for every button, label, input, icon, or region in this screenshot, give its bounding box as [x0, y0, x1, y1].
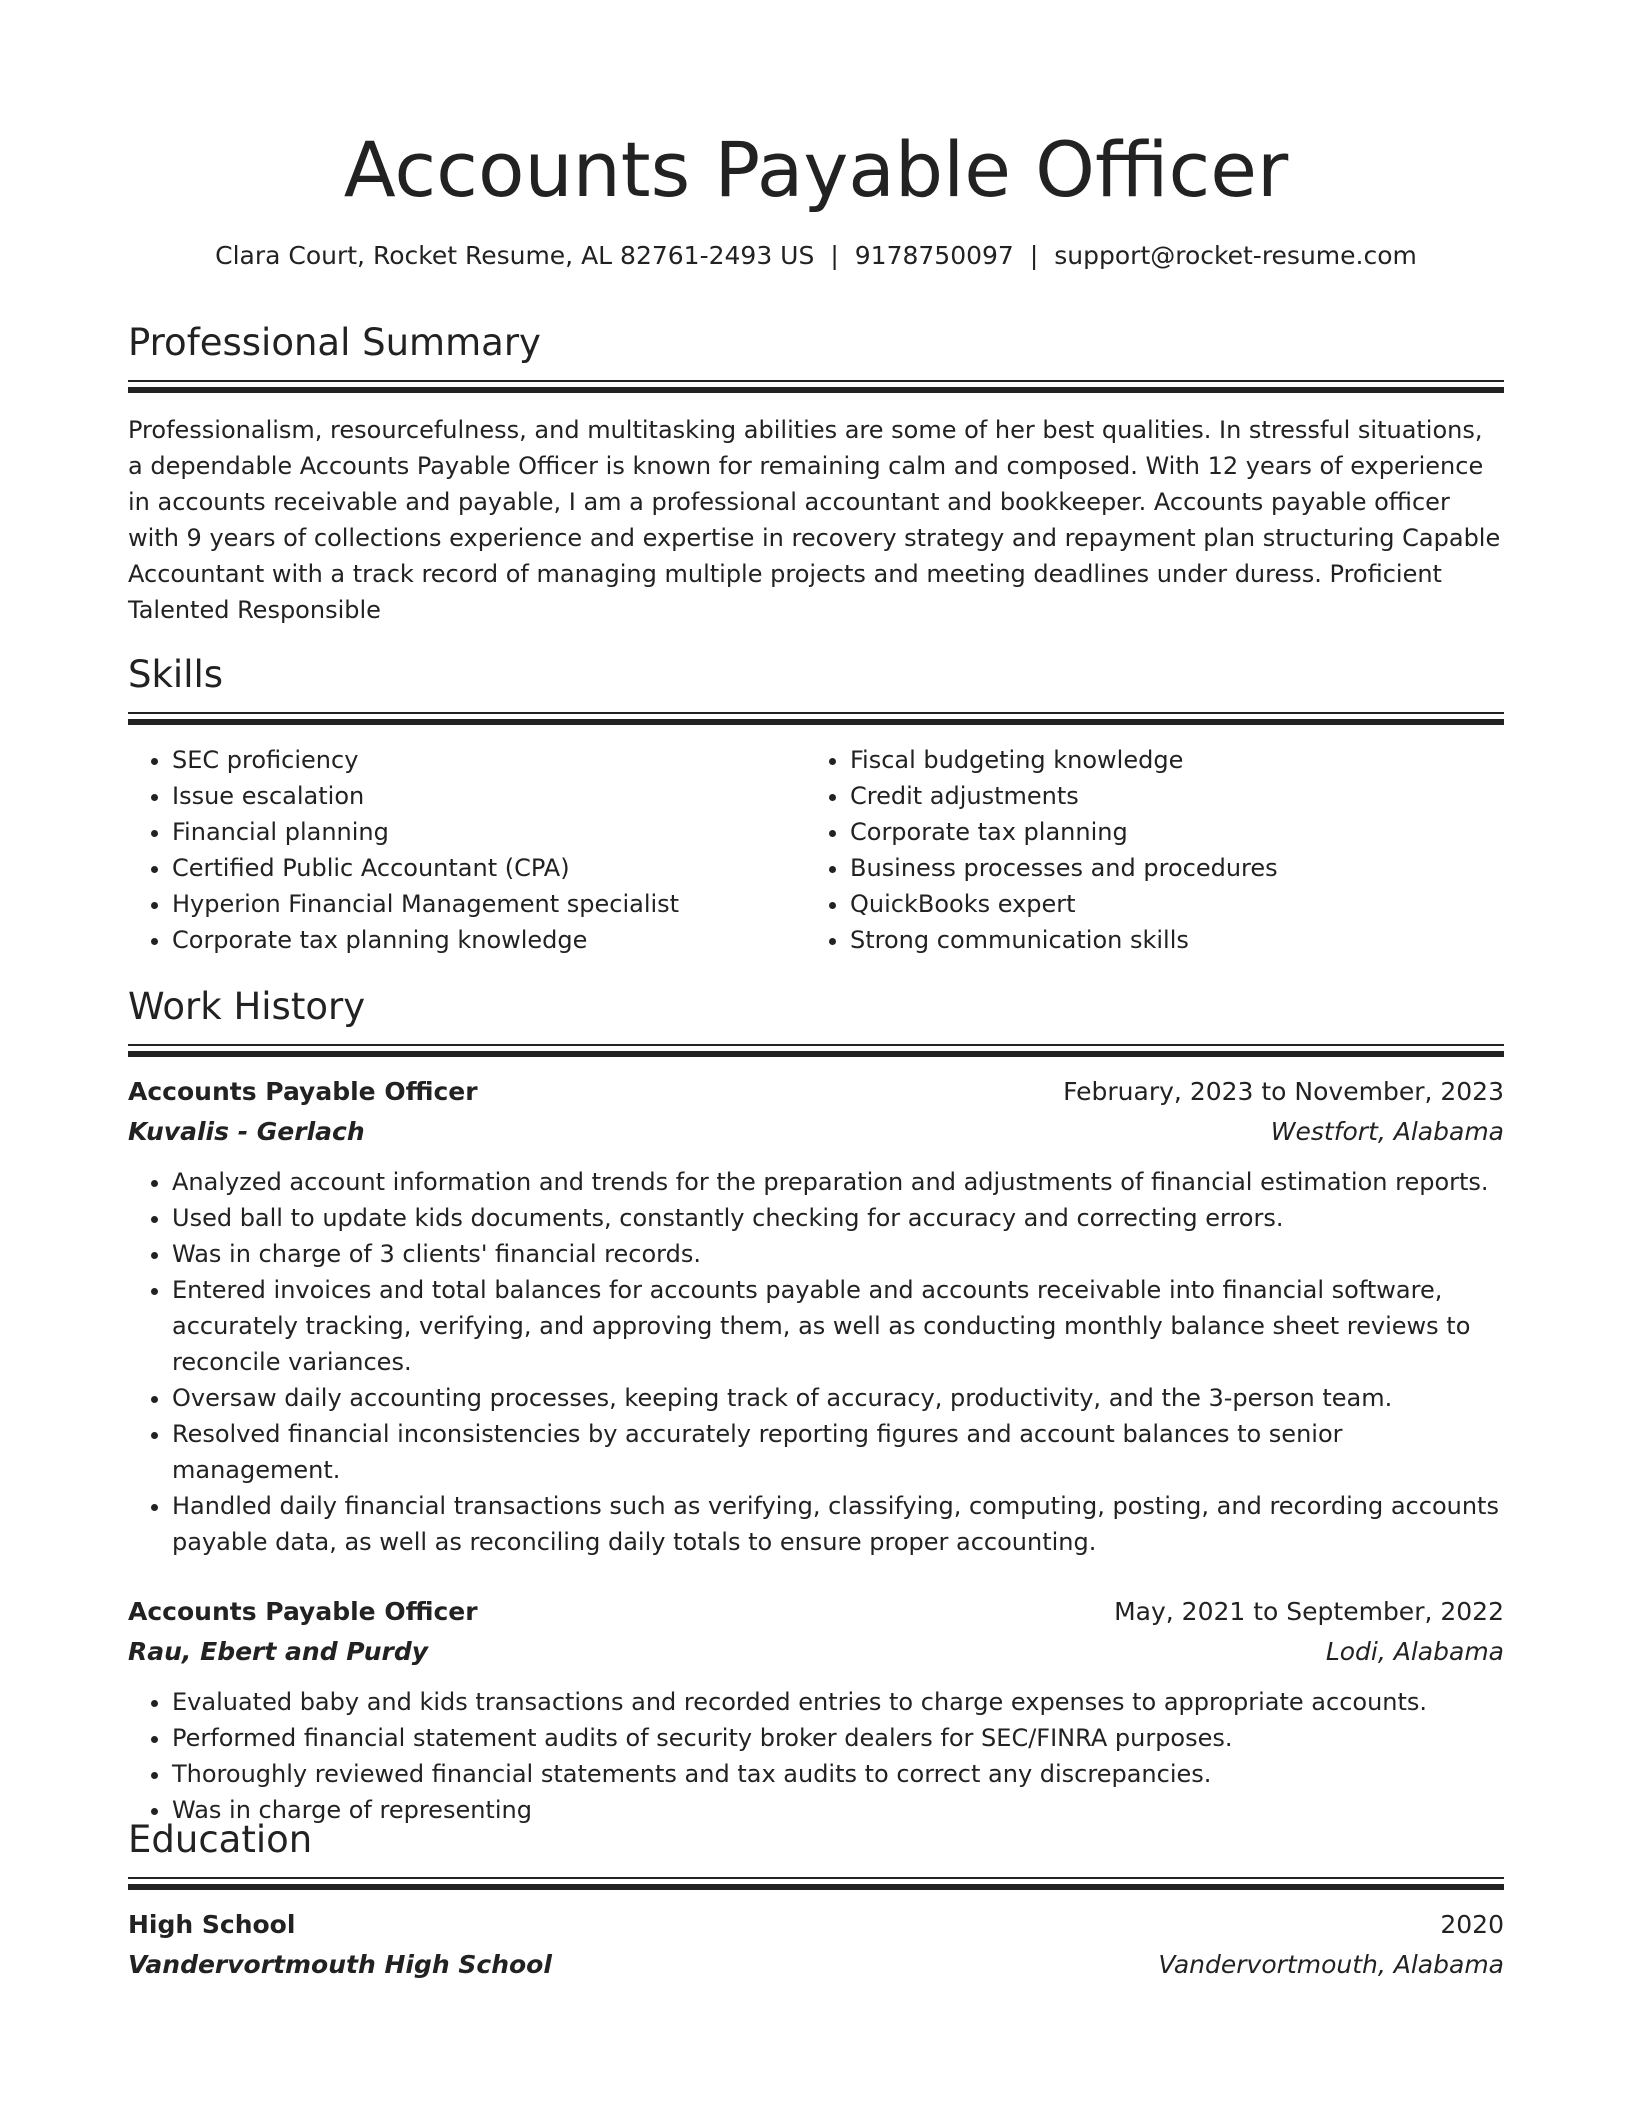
education-year: 2020 [1440, 1910, 1504, 1939]
job-bullet: • Evaluated baby and kids transactions and recorded entries to charge expenses to appropriate accounts. [172, 1684, 1504, 1720]
education-school-row [128, 1945, 1504, 1985]
job-entry [128, 1072, 1504, 1560]
job-bullet-list [128, 1164, 1504, 1560]
job-bullet: • Was in charge of 3 clients' financial records. [172, 1236, 1504, 1272]
work-history-section [128, 982, 1504, 1828]
job-bullet: • Thoroughly reviewed financial statements and tax audits to correct any discrepancies. [172, 1756, 1504, 1792]
skill-item: • QuickBooks expert [850, 886, 1484, 922]
skill-item: • Financial planning [172, 814, 806, 850]
section-divider [128, 712, 1504, 726]
education-entry [128, 1905, 1504, 1985]
job-dates: February, 2023 to November, 2023 [1063, 1077, 1504, 1106]
skill-item: • Corporate tax planning knowledge [172, 922, 806, 958]
job-location: Lodi, Alabama [1325, 1637, 1504, 1666]
contact-address: Clara Court, Rocket Resume, AL 82761-2493 US [215, 241, 815, 270]
job-company-row [128, 1632, 1504, 1672]
job-bullet: • Performed financial statement audits of security broker dealers for SEC/FINRA purposes. [172, 1720, 1504, 1756]
job-bullet: • Used ball to update kids documents, constantly checking for accuracy and correcting errors. [172, 1200, 1504, 1236]
section-divider [128, 1877, 1504, 1891]
skill-item: • Hyperion Financial Management specialist [172, 886, 806, 922]
education-header-row [128, 1905, 1504, 1945]
skills-heading: Skills [128, 653, 224, 696]
job-header-row [128, 1592, 1504, 1632]
skill-item: • Issue escalation [172, 778, 806, 814]
skill-item: • Corporate tax planning [850, 814, 1484, 850]
job-company-row [128, 1112, 1504, 1152]
job-dates: May, 2021 to September, 2022 [1114, 1597, 1504, 1626]
job-company: Rau, Ebert and Purdy [128, 1637, 429, 1666]
skill-item: • Fiscal budgeting knowledge [850, 742, 1484, 778]
job-title: Accounts Payable Officer [128, 1597, 478, 1626]
contact-separator: | [1029, 241, 1039, 270]
job-bullet: • Resolved financial inconsistencies by accurately reporting figures and account balances to senior management. [172, 1416, 1504, 1488]
section-divider [128, 1044, 1504, 1058]
job-bullet-list [128, 1684, 1504, 1828]
skills-section [128, 650, 1504, 958]
skills-right-column [806, 742, 1484, 958]
job-bullet: • Analyzed account information and trends for the preparation and adjustments of financial estimation reports. [172, 1164, 1504, 1200]
summary-section [128, 318, 1504, 628]
job-header-row [128, 1072, 1504, 1112]
job-bullet: • Entered invoices and total balances for accounts payable and accounts receivable into financial software, accurately tracking, verifying, and approving them, as well as conducting monthly balance sheet reviews to reconcile variances. [172, 1272, 1504, 1380]
job-title: Accounts Payable Officer [128, 1077, 478, 1106]
skills-left-column [128, 742, 806, 958]
contact-phone: 9178750097 [854, 241, 1014, 270]
section-divider [128, 380, 1504, 394]
job-bullet: • Oversaw daily accounting processes, keeping track of accuracy, productivity, and the 3-person team. [172, 1380, 1504, 1416]
summary-text: Professionalism, resourcefulness, and multitasking abilities are some of her best qualities. In stressful situations, a dependable Accounts Payable Officer is known for remaining calm and composed. With 12 years of experience in accounts receivable and payable, I am a professional accountant and bookkeeper. Accounts payable officer with 9 years of collections experience and expertise in recovery strategy and repayment plan structuring Capable Accountant with a track record of managing multiple projects and meeting deadlines under duress. Proficient Talented Responsible [128, 416, 1501, 624]
job-bullet: • Was in charge of representing [172, 1792, 1504, 1828]
education-location: Vandervortmouth, Alabama [1158, 1950, 1504, 1979]
job-company: Kuvalis - Gerlach [128, 1117, 365, 1146]
skill-item: • Credit adjustments [850, 778, 1484, 814]
skill-item: • Business processes and procedures [850, 850, 1484, 886]
resume-title: Accounts Payable Officer [343, 125, 1289, 214]
skill-item: • SEC proficiency [172, 742, 806, 778]
education-heading: Education [128, 1818, 313, 1861]
contact-separator: | [830, 241, 839, 270]
education-degree: High School [128, 1910, 296, 1939]
contact-email: support@rocket-resume.com [1054, 241, 1417, 270]
job-bullet: • Handled daily financial transactions such as verifying, classifying, computing, posting, and recording accounts payable data, as well as reconciling daily totals to ensure proper accounting. [172, 1488, 1504, 1560]
skill-item: • Certified Public Accountant (CPA) [172, 850, 806, 886]
job-entry [128, 1592, 1504, 1828]
work-history-heading: Work History [128, 985, 366, 1028]
contact-line [128, 236, 1504, 276]
education-section [128, 1815, 1504, 1985]
education-school: Vandervortmouth High School [128, 1950, 552, 1979]
skill-item: • Strong communication skills [850, 922, 1484, 958]
summary-heading: Professional Summary [128, 321, 541, 364]
job-location: Westfort, Alabama [1270, 1117, 1504, 1146]
skills-columns [128, 742, 1504, 958]
